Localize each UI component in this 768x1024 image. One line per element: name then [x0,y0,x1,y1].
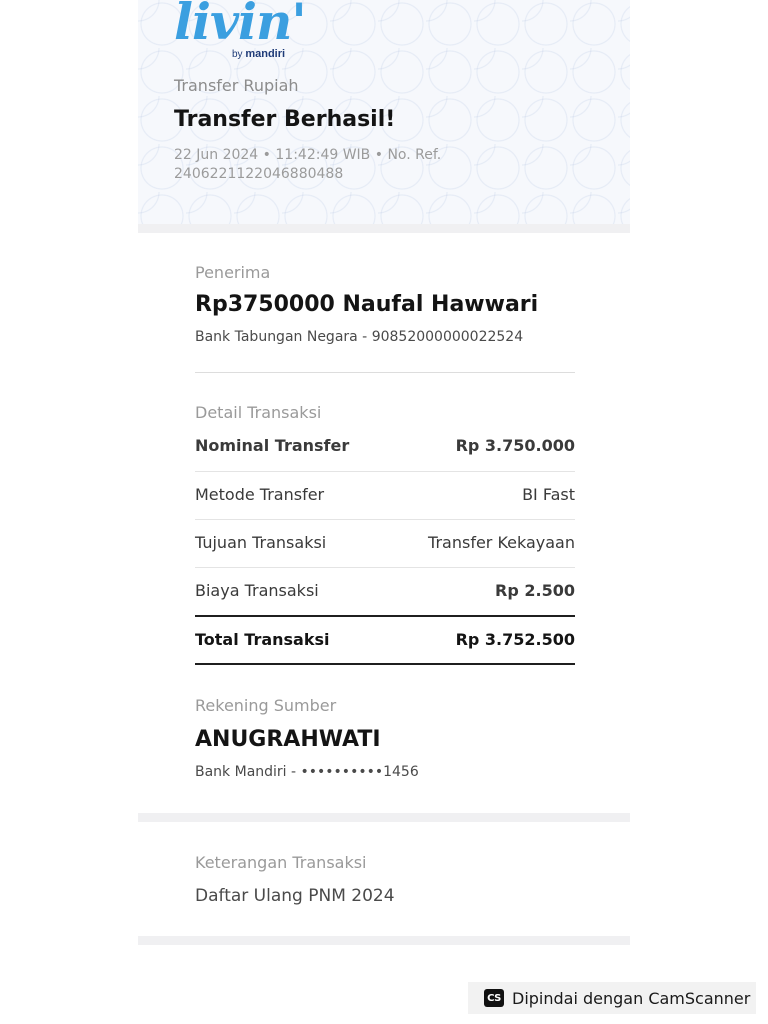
section-divider [138,936,630,945]
section-divider [138,224,630,233]
transfer-datetime-ref: 22 Jun 2024 • 11:42:49 WIB • No. Ref. [174,147,442,163]
camscanner-icon: CS [484,989,504,1007]
camscanner-watermark [468,982,756,1014]
recipient-section [195,263,575,345]
note-label: Keterangan Transaksi [195,853,367,872]
transaction-note-section [195,853,575,906]
detail-value: BI Fast [522,484,575,504]
section-divider [138,813,630,822]
detail-row-fee [195,566,575,614]
transfer-ref-number: 2406221122046880488 [174,166,344,182]
detail-value: Rp 2.500 [495,580,575,600]
recipient-name: Rp3750000 Naufal Hawwari [195,292,539,317]
transfer-status-title: Transfer Berhasil! [174,107,396,132]
logo-brand-text: mandiri [245,48,286,60]
transfer-receipt [138,0,630,945]
camscanner-text: Dipindai dengan CamScanner [512,988,751,1008]
detail-key: Tujuan Transaksi [195,532,327,552]
transaction-details [195,403,575,668]
recipient-divider [195,372,575,373]
note-text: Daftar Ulang PNM 2024 [195,886,395,906]
detail-key: Biaya Transaksi [195,580,319,600]
detail-row-purpose [195,518,575,566]
livin-logo [174,0,304,66]
detail-value: Transfer Kekayaan [428,532,575,552]
detail-value: Rp 3.752.500 [455,629,575,649]
source-account-name: ANUGRAHWATI [195,727,381,752]
detail-row-method [195,470,575,518]
receipt-header [138,0,630,224]
source-account-section [195,696,575,780]
logo-wordmark: livin' [174,0,306,51]
transfer-meta [174,146,534,184]
transfer-type-label: Transfer Rupiah [174,76,299,95]
recipient-label: Penerima [195,263,271,282]
details-label: Detail Transaksi [195,403,322,422]
logo-by-text: by [232,49,243,60]
detail-key: Nominal Transfer [195,435,350,455]
detail-row-total [195,615,575,663]
logo-byline [232,48,285,60]
detail-row-nominal [195,421,575,469]
total-bottom-rule [195,663,575,665]
detail-key: Total Transaksi [195,629,330,649]
source-account-number: Bank Mandiri - ••••••••••1456 [195,764,419,780]
source-label: Rekening Sumber [195,696,337,715]
detail-value: Rp 3.750.000 [455,435,575,455]
detail-key: Metode Transfer [195,484,325,504]
recipient-bank-account: Bank Tabungan Negara - 90852000000022524 [195,329,524,345]
